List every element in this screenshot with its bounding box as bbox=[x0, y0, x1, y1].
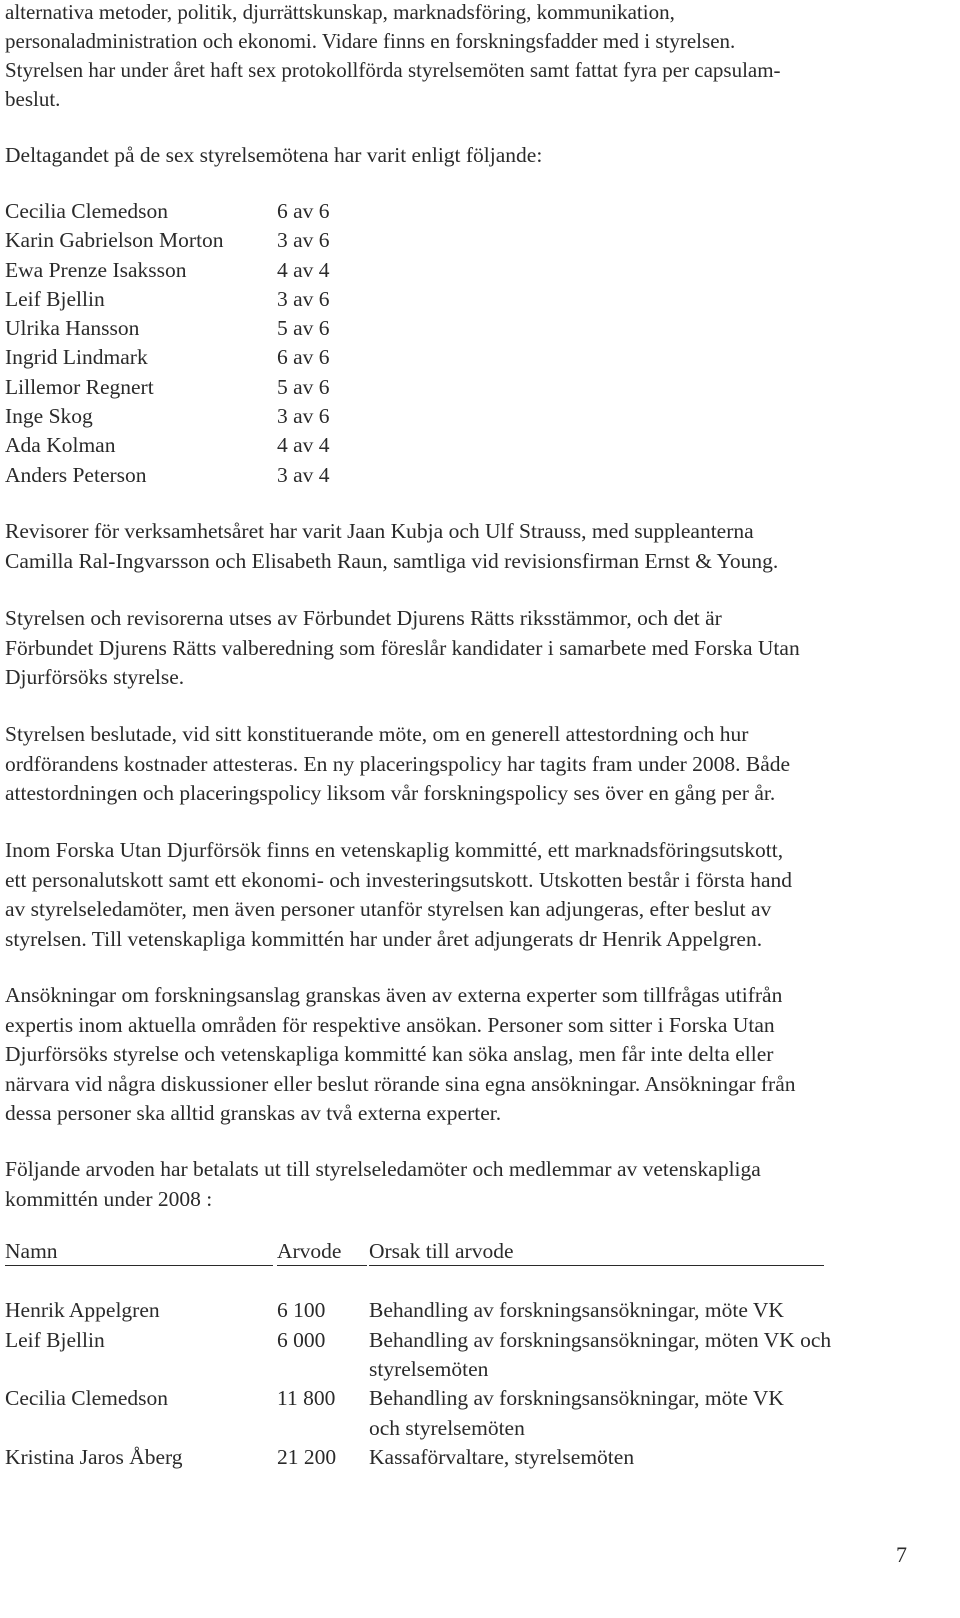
attendance-value: 3 av 4 bbox=[277, 462, 330, 487]
fee-amount: 11 800 bbox=[277, 1386, 336, 1410]
reason-line: styrelsemöten bbox=[369, 1357, 489, 1381]
attendance-value: 5 av 6 bbox=[277, 374, 330, 399]
text-line: alternativa metoder, politik, djurrättskunskap, marknadsföring, kommunikation, bbox=[5, 0, 675, 24]
attendance-list bbox=[5, 197, 405, 490]
table-row bbox=[5, 1384, 935, 1443]
attendance-row bbox=[5, 431, 405, 460]
reason-line: Behandling av forskningsansökningar, möten VK och bbox=[369, 1327, 832, 1352]
attendance-intro: Deltagandet på de sex styrelsemötena har varit enligt följande: bbox=[5, 143, 543, 167]
text-line: Styrelsen har under året haft sex protokollförda styrelsemöten samt fattat fyra per capsulam- bbox=[5, 58, 781, 82]
text-line: Styrelsen och revisorerna utses av Förbundet Djurens Rätts riksstämmor, och det är bbox=[5, 606, 722, 630]
attendance-row bbox=[5, 402, 405, 431]
text-line: kommittén under 2008 : bbox=[5, 1186, 213, 1211]
fee-reason bbox=[369, 1296, 929, 1326]
member-name: Ulrika Hansson bbox=[5, 316, 140, 341]
attendance-row bbox=[5, 343, 405, 372]
auditors-paragraph bbox=[5, 517, 930, 576]
attendance-row bbox=[5, 197, 405, 226]
applications-paragraph bbox=[5, 981, 930, 1129]
member-name: Leif Bjellin bbox=[5, 286, 105, 311]
text-line: dessa personer ska alltid granskas av två externa experter. bbox=[5, 1101, 502, 1125]
member-name: Lillemor Regnert bbox=[5, 374, 154, 399]
table-row bbox=[5, 1296, 935, 1326]
table-row bbox=[5, 1443, 935, 1473]
fee-recipient: Henrik Appelgren bbox=[5, 1298, 160, 1322]
reason-line: Behandling av forskningsansökningar, möte VK bbox=[369, 1386, 784, 1410]
member-name: Anders Peterson bbox=[5, 462, 147, 487]
fee-reason bbox=[369, 1326, 929, 1385]
table-row bbox=[5, 1326, 935, 1385]
column-header-name: Namn bbox=[5, 1237, 273, 1266]
attendance-value: 5 av 6 bbox=[277, 316, 330, 341]
member-name: Ewa Prenze Isaksson bbox=[5, 257, 187, 282]
column-header-reason: Orsak till arvode bbox=[369, 1237, 824, 1266]
member-name: Ada Kolman bbox=[5, 433, 116, 458]
text-line: Djurförsöks styrelse. bbox=[5, 665, 185, 689]
member-name: Cecilia Clemedson bbox=[5, 199, 169, 223]
member-name: Inge Skog bbox=[5, 404, 93, 429]
text-line: styrelsen. Till vetenskapliga kommittén har under året adjungerats dr Henrik Appelgren. bbox=[5, 926, 763, 951]
fee-reason bbox=[369, 1443, 929, 1473]
text-line: Camilla Ral-Ingvarsson och Elisabeth Raun, samtliga vid revisionsfirman Ernst & Young. bbox=[5, 548, 779, 573]
attendance-row bbox=[5, 461, 405, 490]
text-line: Förbundet Djurens Rätts valberedning som föreslår kandidater i samarbete med Forska Utan bbox=[5, 635, 800, 660]
text-line: expertis inom aktuella områden för respektive ansökan. Personer som sitter i Forska Utan bbox=[5, 1012, 775, 1037]
intro-paragraph bbox=[5, 0, 930, 114]
fees-intro-paragraph bbox=[5, 1155, 930, 1214]
attendance-row bbox=[5, 285, 405, 314]
fees-header-row bbox=[5, 1237, 935, 1267]
reason-line: Kassaförvaltare, styrelsemöten bbox=[369, 1444, 635, 1469]
fee-amount: 6 100 bbox=[277, 1298, 326, 1322]
text-line: attestordningen och placeringspolicy liksom vår forskningspolicy ses över en gång per år. bbox=[5, 781, 776, 805]
text-line: ordförandens kostnader attesteras. En ny placeringspolicy har tagits fram under 2008. Både bbox=[5, 751, 791, 776]
attendance-row bbox=[5, 226, 405, 255]
reason-line: Behandling av forskningsansökningar, möte VK bbox=[369, 1298, 784, 1322]
column-header-fee: Arvode bbox=[277, 1237, 367, 1266]
attendance-value: 6 av 6 bbox=[277, 199, 330, 223]
fee-amount: 21 200 bbox=[277, 1444, 337, 1469]
fees-table bbox=[5, 1237, 935, 1472]
attendance-value: 3 av 6 bbox=[277, 286, 330, 311]
reason-line: och styrelsemöten bbox=[369, 1415, 525, 1440]
attendance-value: 4 av 4 bbox=[277, 257, 330, 282]
text-line: Styrelsen beslutade, vid sitt konstituerande möte, om en generell attestordning och hur bbox=[5, 722, 749, 746]
election-paragraph bbox=[5, 604, 930, 693]
text-line: beslut. bbox=[5, 87, 61, 111]
attendance-value: 6 av 6 bbox=[277, 345, 330, 370]
text-line: närvara vid några diskussioner eller beslut rörande sina egna ansökningar. Ansökningar från bbox=[5, 1071, 796, 1096]
text-line: Följande arvoden har betalats ut till styrelseledamöter och medlemmar av vetenskapliga bbox=[5, 1157, 761, 1181]
fee-reason bbox=[369, 1384, 929, 1443]
fee-recipient: Cecilia Clemedson bbox=[5, 1386, 169, 1410]
text-line: Ansökningar om forskningsanslag granskas även av externa experter som tillfrågas utifrån bbox=[5, 983, 783, 1007]
text-line: ett personalutskott samt ett ekonomi- och investeringsutskott. Utskotten består i första hand bbox=[5, 867, 792, 892]
attendance-value: 3 av 6 bbox=[277, 228, 330, 253]
text-line: personaladministration och ekonomi. Vidare finns en forskningsfadder med i styrelsen. bbox=[5, 29, 736, 53]
committees-paragraph bbox=[5, 836, 930, 954]
text-line: av styrelseledamöter, men även personer utanför styrelsen kan adjungeras, efter beslut av bbox=[5, 897, 772, 921]
attendance-row bbox=[5, 373, 405, 402]
attendance-row bbox=[5, 256, 405, 285]
fee-recipient: Leif Bjellin bbox=[5, 1327, 105, 1352]
text-line: Djurförsöks styrelse och vetenskapliga kommitté kan söka anslag, men får inte delta eller bbox=[5, 1042, 774, 1066]
attendance-value: 4 av 4 bbox=[277, 433, 330, 458]
text-line: Inom Forska Utan Djurförsök finns en vetenskaplig kommitté, ett marknadsföringsutskott, bbox=[5, 838, 784, 862]
text-line: Revisorer för verksamhetsåret har varit Jaan Kubja och Ulf Strauss, med suppleanterna bbox=[5, 519, 754, 543]
fee-recipient: Kristina Jaros Åberg bbox=[5, 1444, 183, 1469]
member-name: Karin Gabrielson Morton bbox=[5, 228, 224, 253]
policy-paragraph bbox=[5, 720, 930, 809]
fee-amount: 6 000 bbox=[277, 1327, 326, 1352]
page-number: 7 bbox=[896, 1542, 907, 1567]
member-name: Ingrid Lindmark bbox=[5, 345, 148, 370]
attendance-row bbox=[5, 314, 405, 343]
attendance-value: 3 av 6 bbox=[277, 404, 330, 429]
